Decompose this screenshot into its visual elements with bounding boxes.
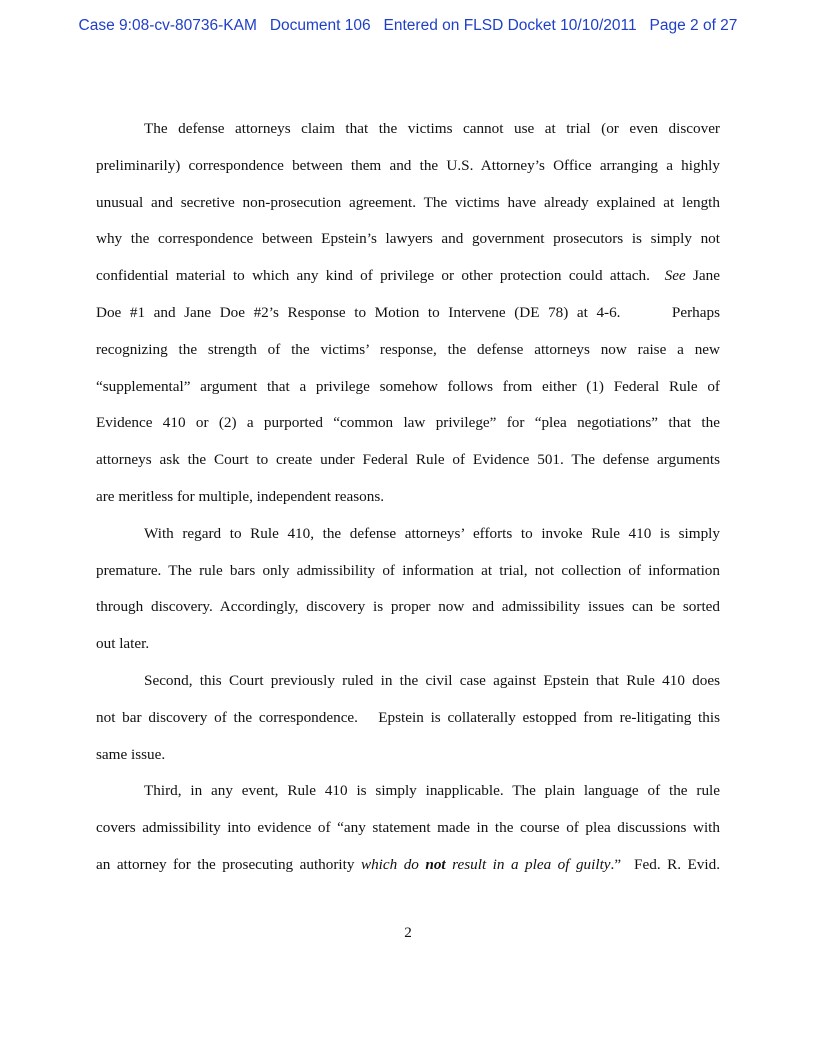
- text-line: premature. The rule bars only admissibility of information at trial, not collection of information: [96, 561, 720, 579]
- text-line: are meritless for multiple, independent reasons.: [96, 487, 385, 505]
- text-line: out later.: [96, 635, 150, 653]
- text-line: Evidence 410 or (2) a purported “common law privilege” for “plea negotiations” that the: [96, 414, 720, 432]
- paragraph-3: [96, 663, 720, 773]
- text-line: attorneys ask the Court to create under Federal Rule of Evidence 501. The defense arguments: [96, 451, 720, 469]
- text-run: an attorney for the prosecuting authority: [96, 855, 361, 873]
- text-line: covers admissibility into evidence of “any statement made in the course of plea discussions with: [96, 819, 720, 837]
- text-line: Third, in any event, Rule 410 is simply inapplicable. The plain language of the rule: [144, 782, 720, 800]
- case-number: Case 9:08-cv-80736-KAM: [78, 17, 257, 34]
- text-line: unusual and secretive non-prosecution agreement. The victims have already explained at length: [96, 193, 720, 211]
- strong-emphasis-text: not: [425, 855, 446, 873]
- text-line: why the correspondence between Epstein’s lawyers and government prosecutors is simply not: [96, 230, 720, 248]
- text-line: With regard to Rule 410, the defense attorneys’ efforts to invoke Rule 410 is simply: [144, 524, 720, 542]
- emphasis-text: result in a plea of guilty: [445, 855, 611, 873]
- document-body: [96, 111, 720, 884]
- paragraph-4: [96, 773, 720, 883]
- text-line: “supplemental” argument that a privilege somehow follows from either (1) Federal Rule of: [96, 377, 720, 395]
- text-line: Second, this Court previously ruled in the civil case against Epstein that Rule 410 does: [144, 671, 720, 689]
- text-run: confidential material to which any kind of privilege or other protection could attach.: [96, 267, 665, 285]
- text-line: The defense attorneys claim that the victims cannot use at trial (or even discover: [144, 120, 720, 137]
- page-count: Page 2 of 27: [649, 17, 738, 34]
- citation-signal: See: [664, 267, 686, 285]
- document-number: Document 106: [269, 17, 371, 34]
- docket-entry: Entered on FLSD Docket 10/10/2011: [383, 17, 637, 34]
- paragraph-1: [96, 111, 720, 516]
- text-run: Jane: [685, 267, 720, 285]
- text-line: not bar discovery of the correspondence. Epstein is collaterally estopped from re-litigating this: [96, 708, 720, 726]
- text-line: same issue.: [96, 745, 166, 763]
- text-line: recognizing the strength of the victims’ response, the defense attorneys now raise a new: [96, 340, 720, 358]
- text-line: [96, 847, 720, 884]
- page-number: 2: [404, 924, 412, 941]
- paragraph-2: [96, 516, 720, 663]
- text-line: preliminarily) correspondence between them and the U.S. Attorney’s Office arranging a highly: [96, 156, 720, 174]
- text-run: .” Fed. R. Evid.: [610, 855, 720, 873]
- emphasis-text: which do: [360, 855, 426, 873]
- text-line: Doe #1 and Jane Doe #2’s Response to Motion to Intervene (DE 78) at 4-6. Perhaps: [96, 303, 720, 321]
- text-line: through discovery. Accordingly, discovery is proper now and admissibility issues can be sorted: [96, 598, 720, 616]
- text-line: [96, 258, 720, 295]
- docket-header: [0, 17, 816, 35]
